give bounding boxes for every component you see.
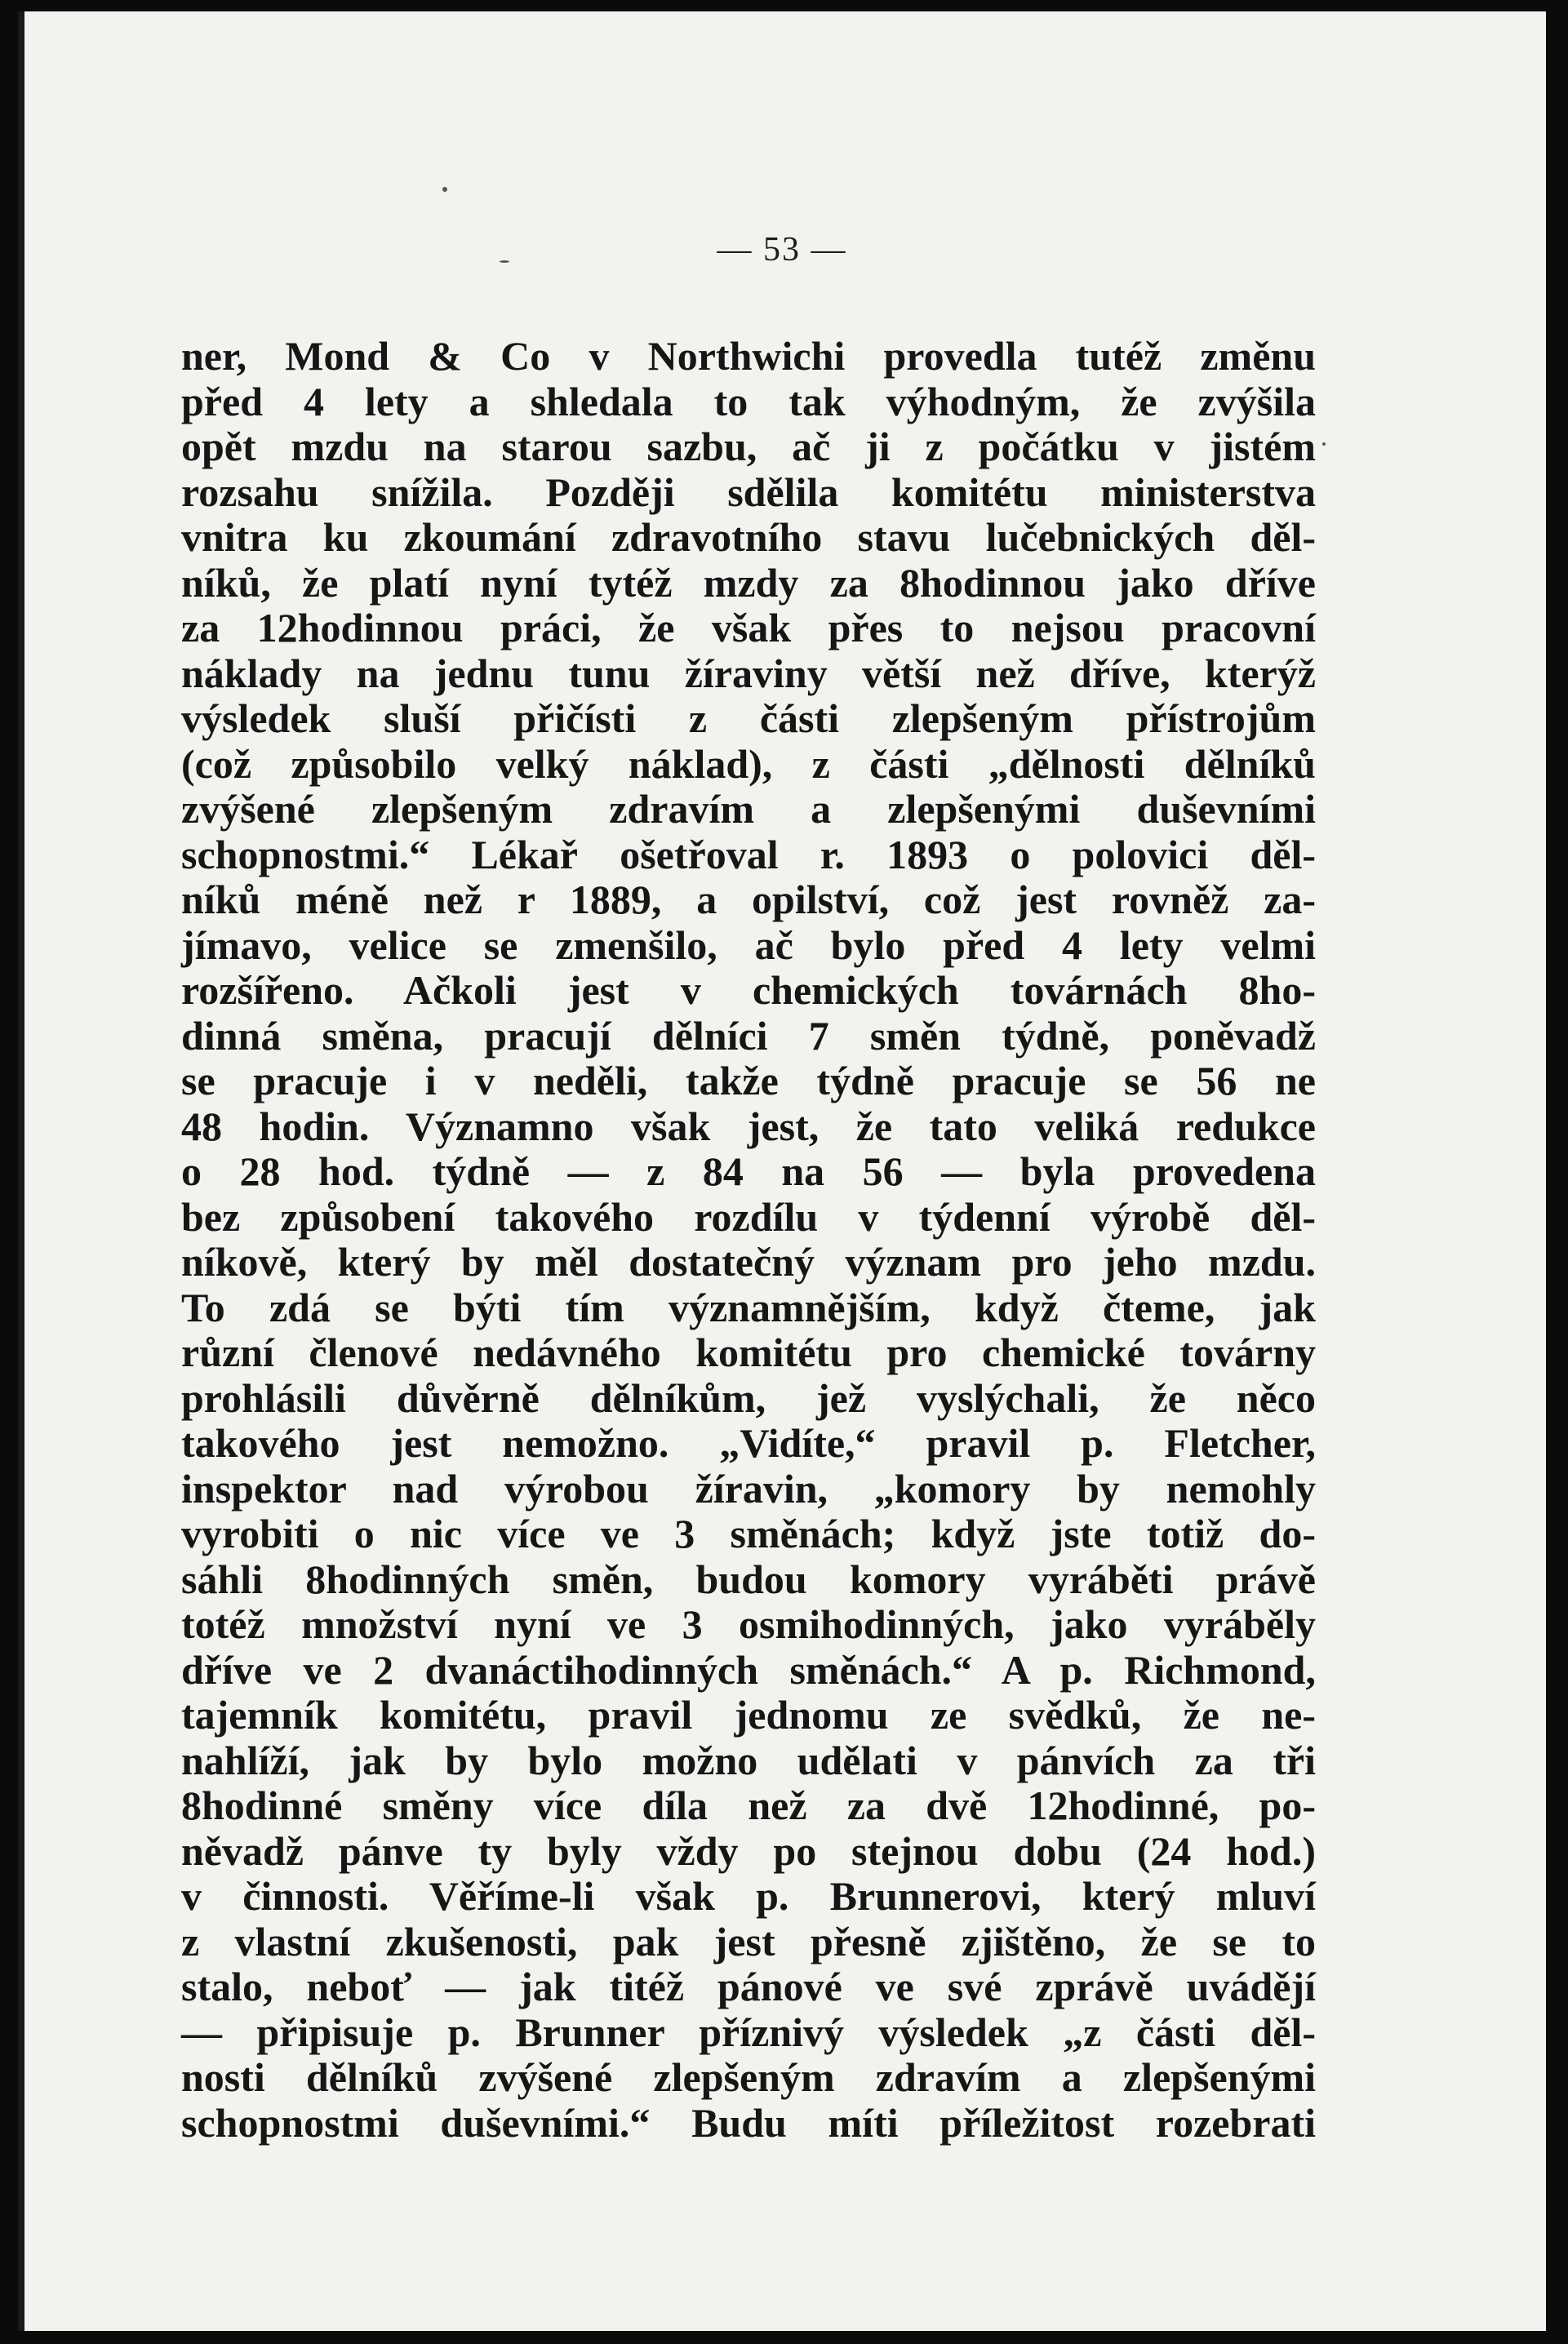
- text-line: To zdá se býti tím významnějším, když čteme, jak: [181, 1284, 1316, 1330]
- text-line: takového jest nemožno. „Vidíte,“ pravil p. Fletcher,: [181, 1420, 1316, 1466]
- text-line: — připisuje p. Brunner příznivý výsledek „z části děl-: [181, 2009, 1316, 2055]
- text-line: nosti dělníků zvýšené zlepšeným zdravím a zlepšenými: [181, 2054, 1316, 2100]
- text-line: náklady na jednu tunu žíraviny větší než dříve, kterýž: [181, 650, 1316, 696]
- text-line: něvadž pánve ty byly vždy po stejnou dobu (24 hod.): [181, 1827, 1316, 1874]
- text-line: dinná směna, pracují dělníci 7 směn týdně, poněvadž: [181, 1012, 1316, 1059]
- scan-edge: [18, 11, 24, 2331]
- text-line: 8hodinné směny více díla než za dvě 12hodinné, po-: [181, 1782, 1316, 1828]
- text-line: zvýšené zlepšeným zdravím a zlepšenými duševními: [181, 786, 1316, 832]
- text-line: různí členové nedávného komitétu pro chemické továrny: [181, 1330, 1316, 1375]
- text-line: sáhli 8hodinných směn, budou komory vyráběti právě: [181, 1556, 1316, 1602]
- ink-speck: [500, 260, 509, 263]
- text-line: vyrobiti o nic více ve 3 směnách; když jste totiž do-: [181, 1511, 1316, 1556]
- text-line: tajemník komitétu, pravil jednomu ze svědků, že ne-: [181, 1692, 1316, 1738]
- text-line: se pracuje i v neděli, takže týdně pracuje se 56 ne: [181, 1058, 1316, 1103]
- text-line: jímavo, velice se zmenšilo, ač bylo před 4 lety velmi: [181, 921, 1316, 968]
- text-line: před 4 lety a shledala to tak výhodným, že zvýšila: [181, 378, 1316, 424]
- text-line: za 12hodinnou práci, že však přes to nejsou pracovní: [181, 605, 1316, 650]
- text-line: inspektor nad výrobou žíravin, „komory by nemohly: [181, 1465, 1316, 1512]
- scanned-page: [18, 11, 1546, 2331]
- text-line: ner, Mond & Co v Northwichi provedla tutéž změnu: [181, 333, 1316, 379]
- text-line: opět mzdu na starou sazbu, ač ji z počátku v jistém: [181, 424, 1316, 469]
- text-line: 48 hodin. Významno však jest, že tato veliká redukce: [181, 1103, 1316, 1149]
- text-line: totéž množství nyní ve 3 osmihodinných, jako vyráběly: [181, 1601, 1316, 1647]
- text-line: bez způsobení takového rozdílu v týdenní výrobě děl-: [181, 1193, 1316, 1240]
- text-line: rozsahu snížila. Později sdělila komitétu ministerstva: [181, 468, 1316, 515]
- text-line: nahlíží, jak by bylo možno udělati v pánvích za tři: [181, 1737, 1316, 1783]
- text-line: dříve ve 2 dvanáctihodinných směnách.“ A p. Richmond,: [181, 1646, 1316, 1693]
- ink-speck: [1322, 442, 1326, 446]
- text-line: rozšířeno. Ačkoli jest v chemických továrnách 8ho-: [181, 967, 1316, 1013]
- text-line: výsledek sluší přičísti z části zlepšeným přístrojům: [181, 695, 1316, 741]
- ink-speck: [442, 187, 447, 192]
- text-line: z vlastní zkušenosti, pak jest přesně zjištěno, že se to: [181, 1918, 1316, 1964]
- text-line: schopnostmi duševními.“ Budu míti příležitost rozebrati: [181, 2099, 1316, 2146]
- text-line: níkově, který by měl dostatečný význam pro jeho mzdu.: [181, 1239, 1316, 1285]
- text-line: níků, že platí nyní tytéž mzdy za 8hodinnou jako dříve: [181, 559, 1316, 606]
- body-text: [181, 334, 1316, 2146]
- text-line: vnitra ku zkoumání zdravotního stavu lučebnických děl-: [181, 514, 1316, 560]
- page-number: — 53 —: [717, 231, 847, 269]
- text-line: níků méně než r 1889, a opilství, což jest rovněž za-: [181, 877, 1316, 922]
- text-line: (což způsobilo velký náklad), z části „dělnosti dělníků: [181, 740, 1316, 787]
- text-line: stalo, neboť — jak titéž pánové ve své zprávě uvádějí: [181, 1964, 1316, 2009]
- text-line: v činnosti. Věříme-li však p. Brunnerovi, který mluví: [181, 1873, 1316, 1919]
- text-line: prohlásili důvěrně dělníkům, jež vyslýchali, že něco: [181, 1374, 1316, 1421]
- text-line: o 28 hod. týdně — z 84 na 56 — byla provedena: [181, 1148, 1316, 1194]
- text-line: schopnostmi.“ Lékař ošetřoval r. 1893 o polovici děl-: [181, 831, 1316, 877]
